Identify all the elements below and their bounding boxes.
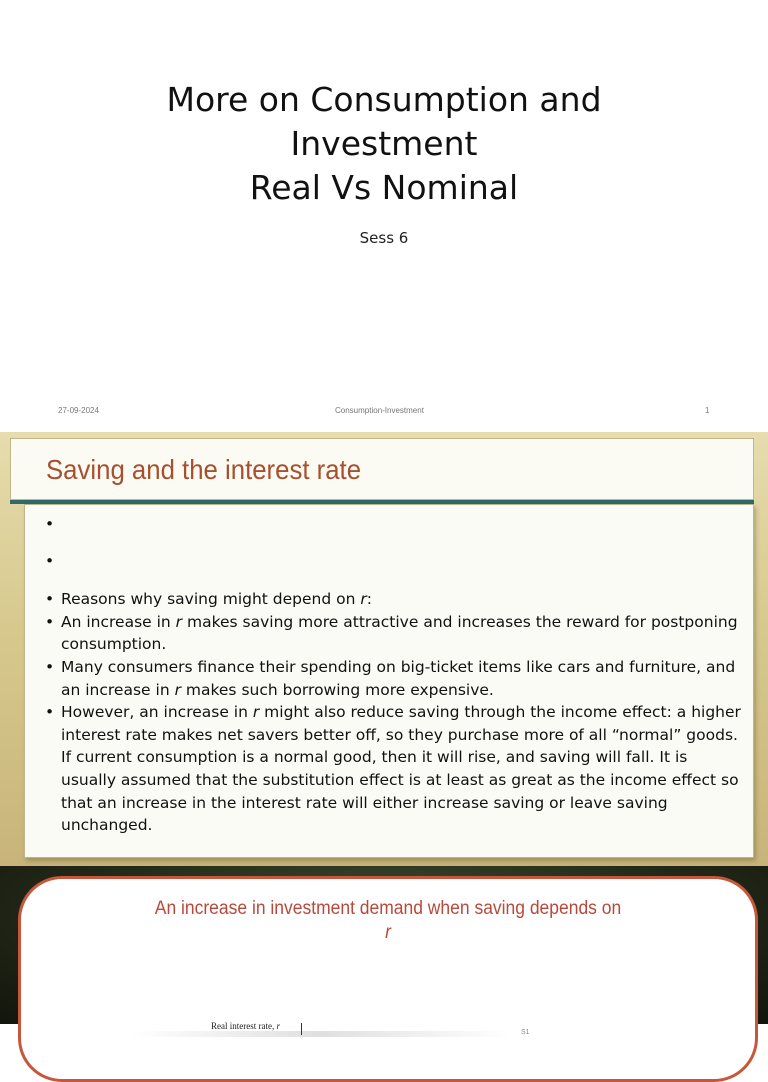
curve-label: S1: [521, 1029, 530, 1036]
footer-page-number: 1: [705, 406, 710, 415]
list-item-empty: •: [45, 515, 55, 533]
list-item: • However, an increase in r might also reduce saving through the income effect: a higher interest rate makes net savers better off, so they purchase more of all “normal” goods. If current consumption is a normal good, then it will rise, and saving will fall. It is usually assumed that the substitution effect is at least as great as the income effect so that an increase in the interest rate will either increase saving or leave saving unchanged.: [45, 703, 741, 835]
slide-title-line-2: Investment: [290, 124, 478, 163]
title-slide: [0, 0, 768, 432]
slide-heading: Saving and the interest rate: [46, 454, 362, 485]
investment-demand-slide: [0, 866, 768, 1036]
slide-title: [0, 78, 768, 210]
list-item-empty: •: [45, 551, 55, 570]
saving-interest-slide: [0, 432, 768, 866]
y-axis-label: Real interest rate, r: [211, 1021, 280, 1031]
content-panel: [18, 876, 758, 1082]
list-item: • Many consumers finance their spending on big-ticket items like cars and furniture, and an increase in r makes such borrowing more expensive.: [45, 657, 736, 699]
footer-center-text: Consumption-Investment: [335, 406, 424, 415]
slide-title-line-1: More on Consumption and: [166, 80, 602, 119]
slide-subtitle: Sess 6: [359, 229, 409, 247]
slide-title-line-3: Real Vs Nominal: [249, 168, 519, 207]
footer-date: 27-09-2024: [58, 406, 99, 415]
chart-preview: [131, 1031, 511, 1037]
slide-heading: An increase in investment demand when saving depends on r: [154, 898, 622, 943]
list-item: • Reasons why saving might depend on r:: [45, 590, 372, 609]
bullet-list: [45, 513, 745, 837]
content-panel: [24, 504, 754, 858]
list-item: • An increase in r makes saving more attractive and increases the reward for postponing consumption.: [45, 612, 738, 654]
y-axis-line: [301, 1023, 302, 1035]
